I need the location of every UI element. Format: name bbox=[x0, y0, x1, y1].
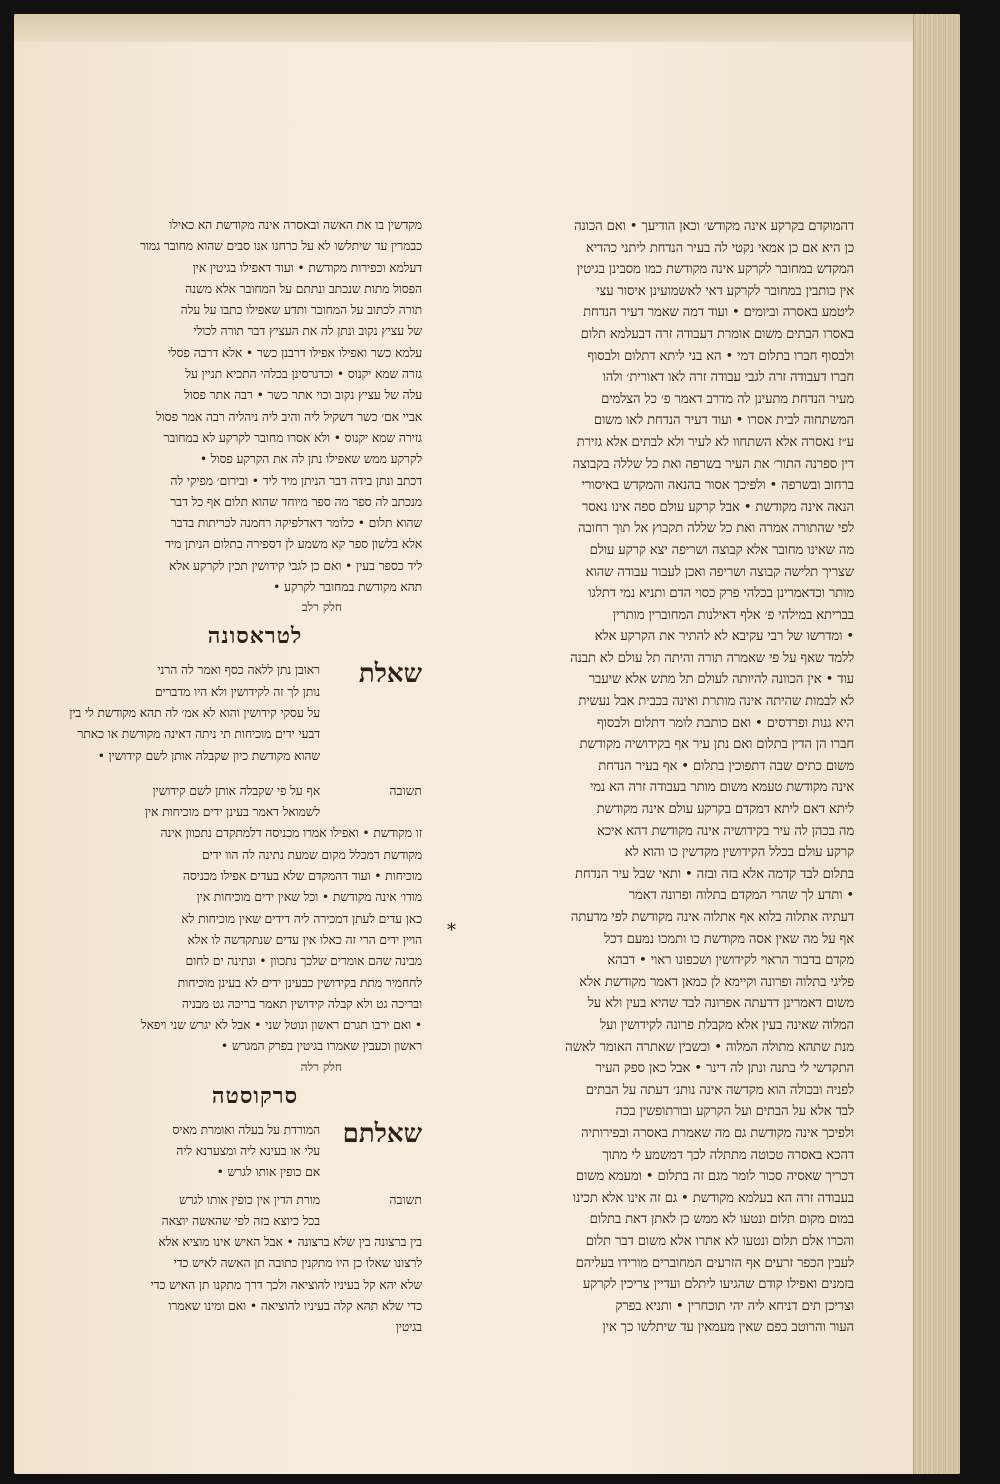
question-line: שהוא מקודשת כיון שקבלה אותן לשם קידושין • bbox=[97, 747, 320, 763]
text-line: זו מקודשת • ואפילו אמרו מכניסה דלמתקדם נתכוון אינה bbox=[160, 825, 422, 841]
marginal-mark: * bbox=[447, 920, 456, 941]
text-line: בתלום לבד קדמה אלא בזה ובזה • ותאי שבל עיר הנדחת bbox=[574, 866, 854, 882]
text-line: אלא בלשון ספר קא משמע לן דספירה בתלום הניתן מיד bbox=[165, 536, 422, 552]
text-line: מה בכהן לה עיר בקידושיה אינה מקודשת דהא איכא bbox=[597, 823, 854, 839]
text-line: המלוה שאינה בעין אלא מקבלת פרונה לקידושין ועל bbox=[600, 1017, 854, 1033]
text-line: ליד כספר בעין • ואם כן לגבי קידושין תכין לקרקע אלא bbox=[169, 557, 422, 573]
text-line: ליתא דאם ליתא דמקדם בקרקע עולם אינה מקודשת bbox=[596, 802, 854, 818]
text-line: מה שאינו מחובר אלא קבוצה ושריפה יצא קרקע עולם bbox=[589, 542, 854, 558]
section-heading-tarazona: לטראסונה bbox=[207, 623, 303, 650]
question-line: על עסקי קידושין והוא לא אמ׳ לה תהא מקודשת לי בין bbox=[69, 704, 320, 720]
text-line: ברחוב ובשרפה • ולפיכך אסור בהנאה והמקדש באיסורי bbox=[581, 478, 854, 494]
text-line: הנאה אינה מקודשת • אבל קרקע עולם ספה אינו נאסר bbox=[581, 499, 854, 515]
text-line: אינה מקודשת טעמא משום מותר בעבודה זרה הא נמי bbox=[589, 780, 854, 796]
text-line: גזרה שמא יקנוס • וכדגרסינן בכלהי התכיא תניין על bbox=[185, 366, 422, 382]
question-line: ראובן נתן ללאה כסף ואמר לה הרני bbox=[157, 662, 320, 678]
text-line: ראשון וכעבין שאמרו בגיטין בפרק המגרש • bbox=[220, 1038, 422, 1054]
answer-text-2 bbox=[88, 1189, 320, 1232]
question-line: עלי או בעינא ליה ומצערנא ליה bbox=[176, 1142, 320, 1158]
answer-block-2 bbox=[88, 1189, 422, 1232]
text-line: של עציץ נקוב ונתן לה את העציץ דבר תורה לכולי bbox=[193, 323, 422, 339]
text-line: דין ספרנה התור׳ את העיר בשרפה ואת כל שללה בקבוצה bbox=[572, 456, 854, 472]
question-block-1 bbox=[69, 659, 422, 765]
answer-body-1 bbox=[88, 822, 422, 1056]
question-text bbox=[69, 659, 320, 765]
question-text-2 bbox=[88, 1119, 320, 1183]
question-block-2 bbox=[88, 1119, 422, 1183]
answer-label: תשובה bbox=[389, 782, 422, 798]
question-line: דבעי ידים מוכיחות תי ניתה דאינה מקודשת או כאתר bbox=[77, 726, 320, 742]
text-line: דעתיה אתלוה בלוא אף אתלוה אינה מקודשת לפי מדעתה bbox=[570, 910, 854, 925]
text-line: עוד • אין הכוונה להיותה לעולם תל מתש אלא שיעבר bbox=[588, 672, 854, 688]
text-line: מודו׳ אינה מקודשת • וכל שאין ידים מוכיחות אין bbox=[196, 889, 422, 905]
text-line: הפסול מתות שנכתב ונתתם על המחובר אלא משנה bbox=[185, 280, 422, 296]
text-line: לבד אלא על הבתים ועל הקרקע ובורתופשין בכה bbox=[615, 1104, 854, 1120]
text-line: מותר וכדאמרינן בכלהי פרק כסוי הדם ותניא נמי דתלגו bbox=[588, 586, 854, 602]
answer-block-1 bbox=[88, 780, 422, 823]
text-line: וצריכן תים דניחא ליה יהי תוכחרין • ותניא בפרק bbox=[615, 1298, 854, 1314]
text-line: מקודשת דמכלל מקום שמעת נתינה לה הוו ידים bbox=[201, 846, 422, 862]
text-line: במום מקום תלום ונטעו לא ממש כן לאתן דאת בתלום bbox=[589, 1212, 854, 1228]
text-line: • ואם ירבו תגרם ראשון ונוטל שני • אבל לא יגרש שני ויפאל bbox=[140, 1017, 422, 1033]
question-line: אם כופין אותו לגרש • bbox=[216, 1164, 320, 1180]
text-line: העור והרוטב כפם שאין מעמאין עד שיתלשו כך אין bbox=[602, 1320, 854, 1336]
text-line: היא גנות ופרדסים • ואם כותבת לומר דתלום ולבסוף bbox=[596, 715, 854, 731]
text-line: לפניה ובכולה הוא מקדשה אינה נותנ׳ דעתה על הבתים bbox=[585, 1082, 854, 1098]
text-line: פליגי בתלוה ופרונה וקיימא לן כמאן דאמר מקודשת אלא bbox=[579, 974, 854, 990]
text-line: לעבין הכפר זרעים אף הזרעים המחוברים מורידו בעליהם bbox=[575, 1255, 854, 1271]
question-line: נותן לך זה לקידושין ולא היו מדברים bbox=[154, 683, 320, 699]
text-line: לרצונו שאלו כן היו מתקנין כתובה תן האשה לאיש כדי bbox=[173, 1255, 422, 1271]
text-line: אביי אם׳ כשר דשקיל ליה והיב ליה ניהליה רבה אמר פסול bbox=[156, 408, 422, 424]
left-column-top-text bbox=[88, 214, 422, 597]
text-line: לחחמיר מתת בקידושין כבעינן ידים לא בעינן מוכיחות bbox=[177, 974, 422, 990]
text-line: בבריתא במילהי פ׳ אלף דאילנות המחוברין מותרין bbox=[612, 607, 854, 623]
text-line: • ומדרשו של רבי עקיבא לא להתיר את הקרקע אלא bbox=[594, 629, 854, 645]
text-line: כאן עדים לעתן דמכירה ליה דידים שאין מוכיחות לא bbox=[181, 910, 422, 926]
text-line: אין כותבין במחובר לקרקע דאי לאשמועינן איסור עצי bbox=[596, 283, 854, 299]
page-top-edge bbox=[14, 14, 960, 42]
answer-line: אף על פי שקבלה אותן לשם קידושין bbox=[152, 782, 320, 798]
text-line: לא לבמות שהיתה אינה מותרת ואינה בכבית אבל נעשית bbox=[578, 694, 854, 710]
text-line: בזמנים ואפילו קודם שהגיעו ליתלם ועדיין צריכין לקרקע bbox=[582, 1277, 854, 1293]
text-line: קרקע עולם בכלל הקידושין מקדשין כו והוא לא bbox=[624, 845, 854, 861]
answer-line: בכל כיוצא בזה לפי שהאשה יוצאה bbox=[161, 1212, 320, 1228]
question-label: שאלת bbox=[358, 659, 422, 690]
text-line: תורה לכתוב על המחובר ותדע שאפילו כתבו על עלה bbox=[180, 302, 422, 318]
text-line: שצריך תלישה קבוצה ושריפה ואכן לעבור עבודה שהוא bbox=[585, 564, 854, 580]
text-line: משום דאמרינן דדעתה אפרונה לבד שהיא בעין ולא על bbox=[587, 996, 854, 1012]
text-line: כבמרין עד שיתלשו לא על כרחנו אנו סבים שהוא מחובר גמור bbox=[139, 238, 422, 254]
text-line: בגיטין bbox=[395, 1319, 422, 1335]
text-line: לפי שהתורה אמרה ואת כל שללה תקבוץ אל תוך רחובה bbox=[577, 521, 854, 537]
text-line: שלא יהא קל בעיניו להוציאה ולכך דרך מתקנו תן האיש כדי bbox=[150, 1276, 422, 1292]
right-column bbox=[446, 216, 854, 1339]
answer-text bbox=[88, 780, 320, 823]
text-line: ליטמע באסרה וביומים • ועוד דמה שאמר דעיר הנדחת bbox=[583, 305, 854, 321]
text-line: דכתב ונתן בידה דבר הניתן מיד ליד • ובירום׳ מפיקי לה bbox=[170, 472, 422, 488]
answer-body-2 bbox=[88, 1231, 422, 1337]
text-line: המקדש במחובר לקרקע אינה מקודשת כמו מסבינן בגיטין bbox=[576, 262, 854, 278]
question-line: המורדת על בעלה ואומרת מאיס bbox=[172, 1121, 320, 1137]
text-line: מבינה שהם אומרים שלכך נתכוון • ונתינה ים לחום bbox=[185, 953, 422, 969]
text-line: עלה של עציץ נקוב וכוי אתר כשר • רבה אתר פסול bbox=[183, 387, 422, 403]
text-line: באסרו הבתים משום אומרת דעבודה זרה דבעלמא תלום bbox=[580, 326, 854, 342]
text-line: הויין ידים הרי זה כאלו אין עדים שנתקדשה לו אלא bbox=[187, 931, 422, 947]
section-heading-saragossa: סרקוסטה bbox=[211, 1082, 299, 1109]
section-note-235: חלק רלה bbox=[300, 1059, 342, 1074]
text-line: כן היא אם כן אמאי נקטי לה בעיר הנדחת ליתני כהדיא bbox=[585, 240, 854, 256]
text-line: גזירה שמא יקנוס • ולא אסרו מחובר לקרקע לא במחובר bbox=[163, 429, 422, 445]
text-line: ללמד שאף על פי שאמרה תורה והיתה תל עולם לא תבנה bbox=[570, 650, 854, 666]
text-line: חברו דעבודה זרה לגבי עבודה זרה לאו דאורית׳ ולהו bbox=[602, 370, 854, 386]
text-line: ולבסוף חברו בתלום דמי • הא בני ליתא דתלום ולבסוף bbox=[587, 348, 854, 364]
text-line: תהא מקודשת במחובר לקרקע • bbox=[273, 579, 422, 595]
text-line: ע״ז נאסרה אלא השתחוו לא לעיר ולא לבתים אלא גזירת bbox=[576, 434, 854, 450]
text-line: דהכא באסרה טכוטה מתתלה לכך דמשמע לי מתוך bbox=[602, 1147, 854, 1163]
text-line: • ותדע לך שהרי המקדם בתלוה ופרונה דאמר bbox=[628, 888, 854, 904]
question-label-2: שאלתם bbox=[342, 1118, 422, 1149]
answer-label-2: תשובה bbox=[389, 1191, 422, 1207]
text-line: בין ברצונה בין שלא ברצונה • אבל האיש אינו מוציא אלא bbox=[158, 1234, 422, 1250]
text-line: התקדשי לי בתנה ונתן לה דינר • אבל כאן ספק העיר bbox=[595, 1061, 854, 1077]
text-line: כדי שלא תהא קלה בעיניו להוציאה • ואם ומינו שאמרו bbox=[168, 1298, 422, 1314]
text-line: שהוא תלום • כלומר דאדלפיקה רחמנה לכריתות בדבר bbox=[170, 515, 422, 531]
page-stack-edge bbox=[913, 14, 960, 1474]
text-line: ולפיכך אינה מקודשת גם מה שאמרת באסרה ובפירותיה bbox=[581, 1125, 854, 1141]
text-line: מקדשין בו את האשה ובאסרה אינה מקודשת הא כאילו bbox=[169, 217, 422, 232]
text-line: בעבודה זרה הא בעלמא מקודשת • גם זה אינו אלא תכינו bbox=[572, 1190, 854, 1206]
text-line: מעיר הנדחת מתעינן לה מדרב דאמר פ׳ כל הצלמים bbox=[601, 391, 854, 407]
text-line: אף על מה שאין אסה מקודשת כו ותמכו נמעם דכל bbox=[604, 931, 854, 947]
text-line: מנת שתהא מתולה המלוה • וכשבין שאתרה האומר לאשה bbox=[565, 1039, 854, 1055]
text-line: חברו הן הדין בתלום ואם נתן עיר אף בקידושיה מקודשת bbox=[579, 737, 854, 753]
text-line: המשתחוה לבית אסרו • ועוד דעיר הנדחת לאו משום bbox=[593, 413, 854, 429]
text-line: עלמא כשר ואפילו אפילו דרבנן כשר • אלא דרבה פסלי bbox=[167, 344, 422, 360]
left-column bbox=[69, 214, 422, 1338]
text-line: דעלמא וכפירות מקודשת • ועוד דאפילו בגיטין אין bbox=[192, 259, 422, 275]
book-page bbox=[14, 14, 960, 1474]
text-line: מנכתב לה ספר מה ספר מיוחד שהוא תלום אף כל דבר bbox=[170, 493, 422, 509]
section-note-232: חלק רלב bbox=[301, 600, 342, 615]
text-line: והכרו אלם תלום ונטעו לא אתרו אלא משום דבר תלום bbox=[585, 1233, 854, 1249]
answer-line: מורת הדין אין כופין אותו לגרש bbox=[178, 1191, 320, 1207]
text-line: ובריכה גט ולא קבלה קידושין תאמר בריכה גט מבניה bbox=[181, 995, 422, 1011]
text-line: משום כתים שבה דתפוכין בתלום • אף בעיר הנדחת bbox=[598, 758, 854, 774]
text-line: דהמוקדם בקרקע אינה מקודש׳ וכאן הודיעך • ואם הכונה bbox=[574, 219, 854, 234]
text-line: מוכיחות • ועוד דהמקדם שלא בעדים אפילו מכניסה bbox=[182, 868, 422, 884]
text-line: דכריך שאסיה סכור לומר מגם זה בתלום • ומעמא משום bbox=[575, 1169, 854, 1185]
answer-line: לשמואל דאמר בעינן ידים מוכיחות אין bbox=[144, 804, 320, 820]
text-line: לקרקע ממש שאפילו נתן לה את הקרקע פסול • bbox=[199, 451, 422, 467]
text-line: מקדם בדבור הראוי לקידושין ושכפונו ראוי • דבהא bbox=[607, 953, 854, 969]
